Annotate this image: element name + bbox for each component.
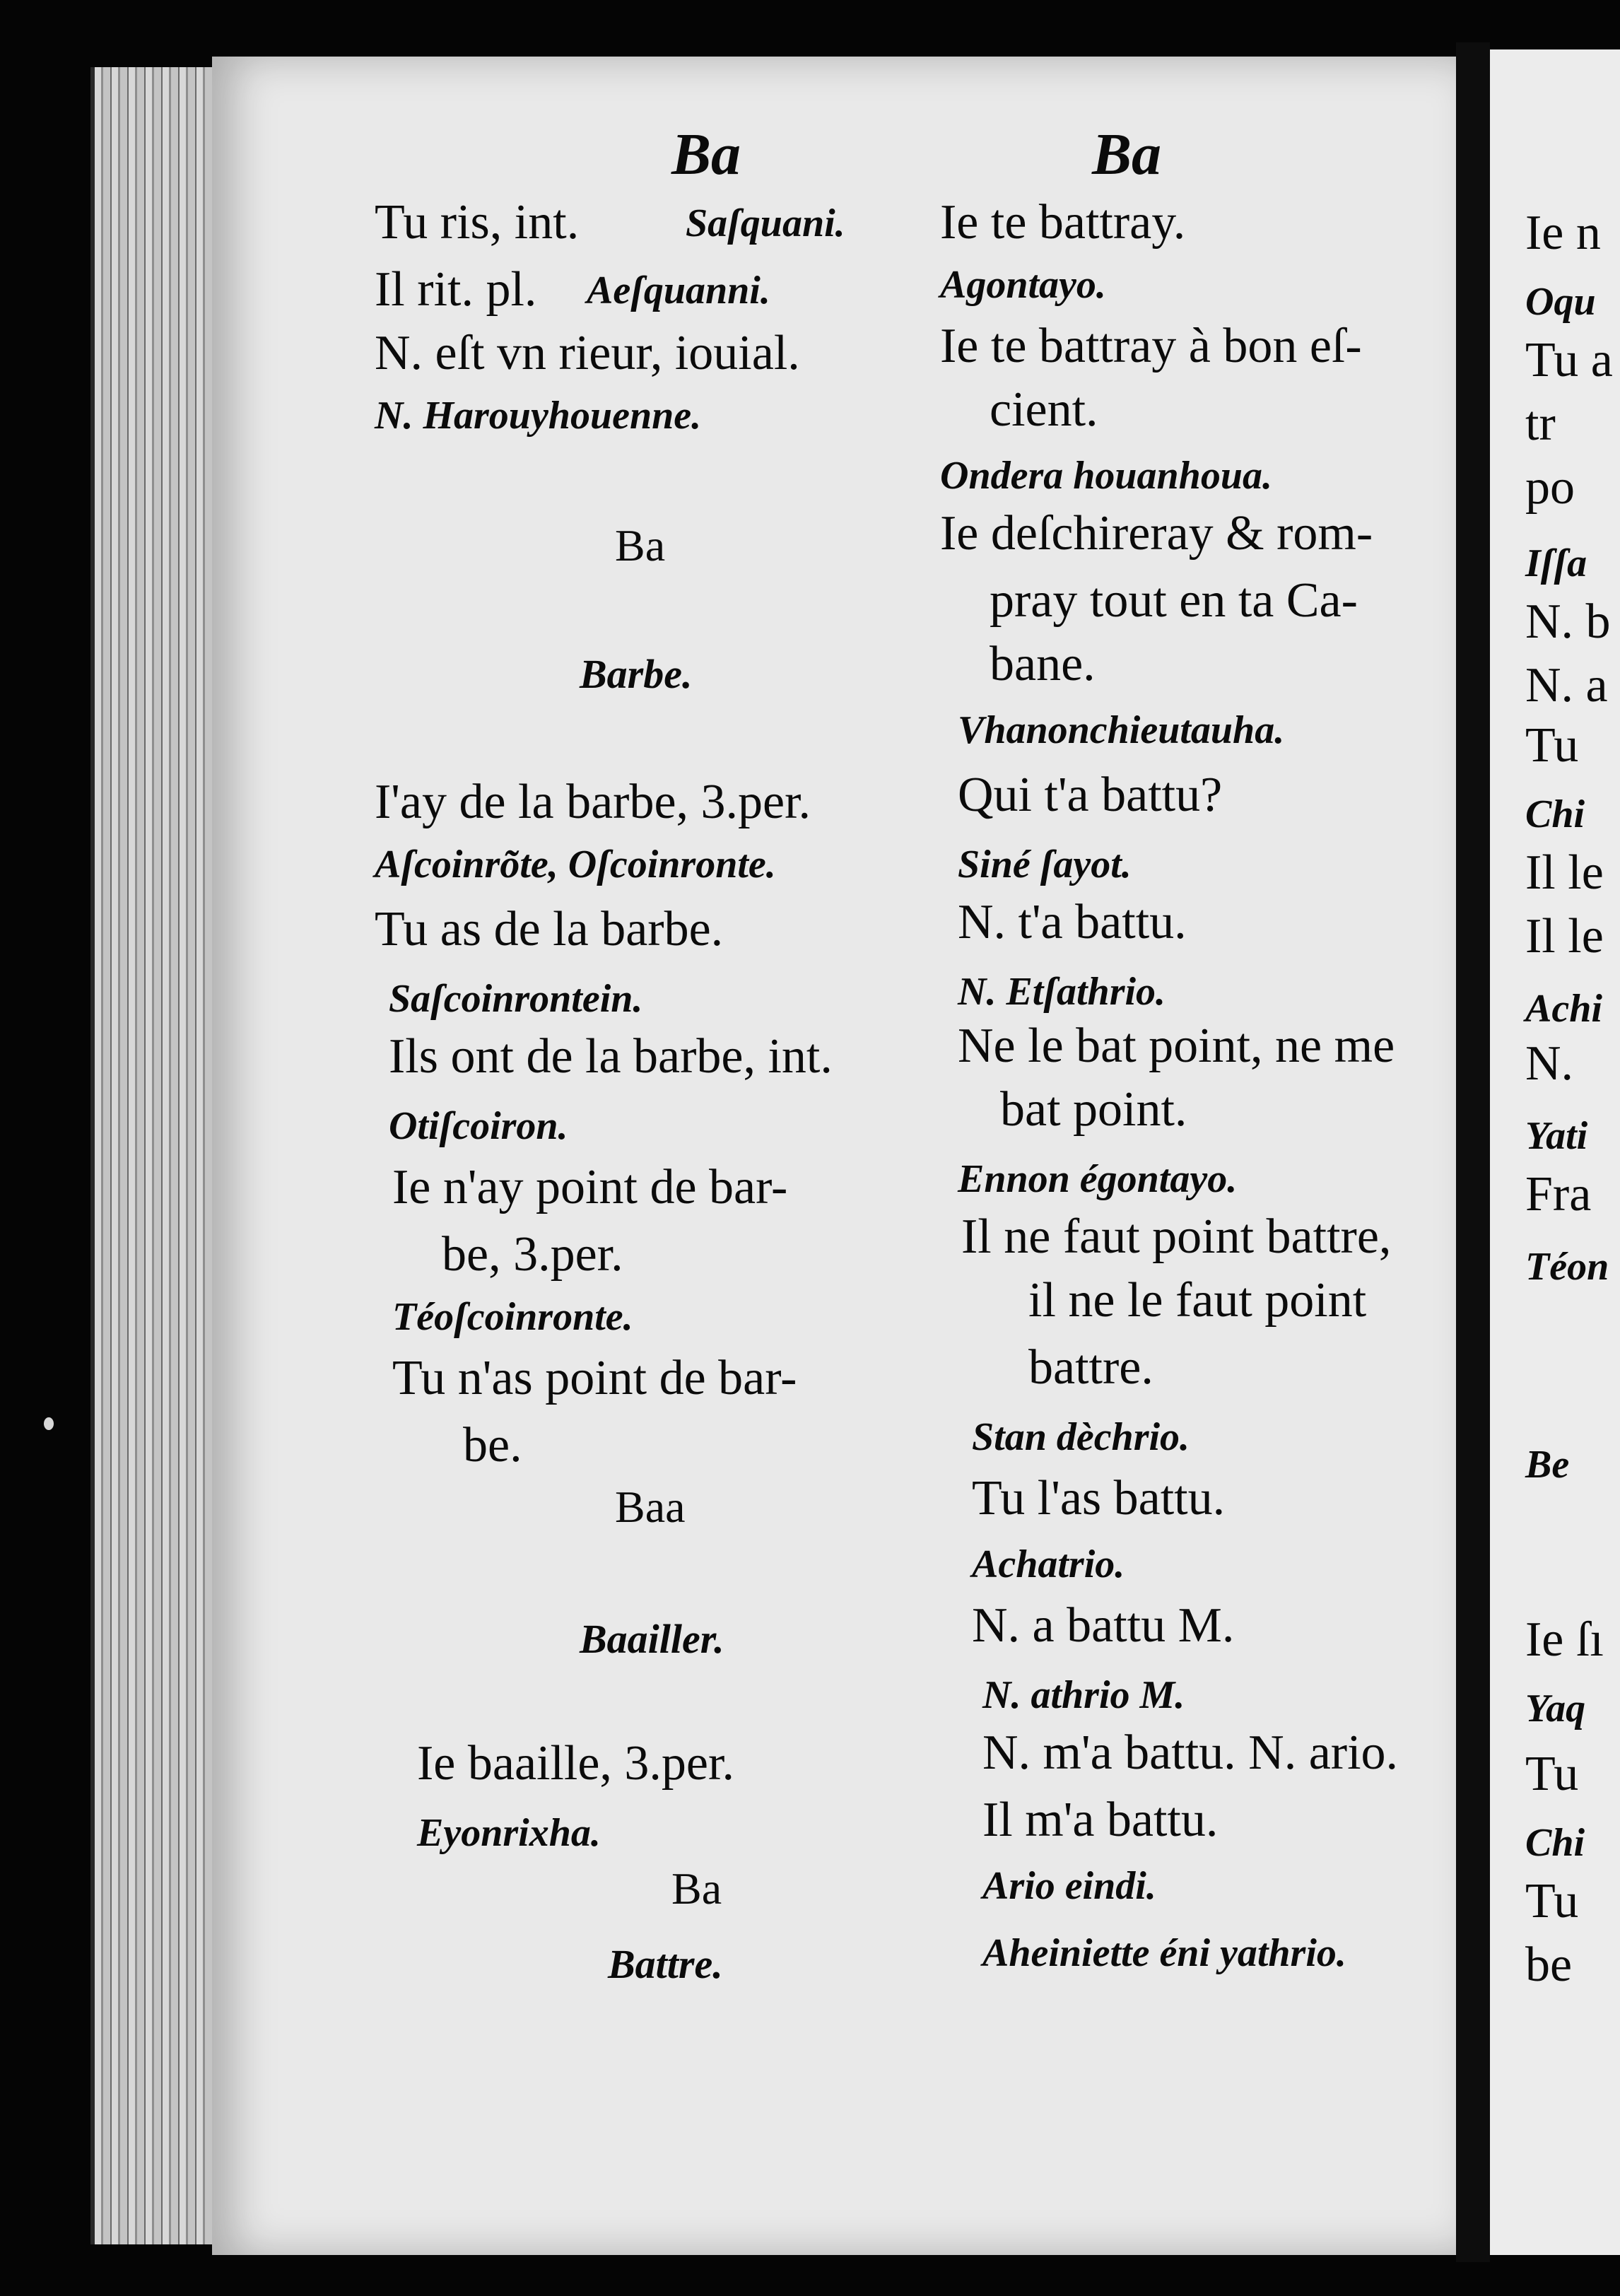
headword: Baailler.	[580, 1616, 724, 1662]
huron-translation: Téoſcoinronte.	[392, 1295, 633, 1339]
french-entry: Tu ris, int.	[375, 195, 580, 250]
huron-translation: Oqu	[1525, 280, 1596, 324]
left-column-header: Ba	[671, 122, 741, 187]
french-entry: Tu a	[1525, 333, 1613, 387]
section-letter: Baa	[615, 1482, 686, 1532]
french-entry: Tu	[1525, 1874, 1579, 1928]
french-entry: Tu	[1525, 1747, 1579, 1801]
french-entry: il ne le faut point	[1028, 1273, 1367, 1328]
huron-translation: Achi	[1525, 987, 1602, 1031]
headword: Battre.	[608, 1941, 723, 1987]
huron-translation: Yaq	[1525, 1687, 1586, 1730]
french-entry: Il le	[1525, 909, 1604, 964]
huron-translation: Chi	[1525, 792, 1585, 836]
huron-translation: Aeſquanni.	[587, 269, 770, 312]
huron-translation: Ennon égontayo.	[958, 1157, 1238, 1201]
french-entry: Tu as de la barbe.	[375, 902, 724, 956]
huron-translation: Ario eindi.	[982, 1864, 1156, 1908]
french-entry: be	[1525, 1938, 1573, 1992]
huron-translation: Siné ſayot.	[958, 843, 1132, 886]
huron-translation: N. Harouyhouenne.	[375, 394, 702, 438]
french-entry: Ie te battray à bon eſ-	[940, 319, 1362, 373]
french-entry: N. a	[1525, 658, 1608, 713]
huron-translation: Iſſa	[1525, 541, 1587, 585]
book-page	[212, 57, 1456, 2255]
french-entry: N. t'a battu.	[958, 895, 1187, 949]
french-entry: Il m'a battu.	[982, 1793, 1219, 1847]
section-letter: Ba	[671, 1863, 722, 1914]
huron-translation: Téon	[1525, 1245, 1609, 1289]
french-entry: Ie te battray.	[940, 195, 1186, 250]
huron-translation: Saſquani.	[686, 201, 845, 245]
huron-translation: Agontayo.	[940, 263, 1106, 307]
french-entry: Qui t'a battu?	[958, 768, 1223, 822]
book-gutter	[1456, 42, 1490, 2262]
french-entry: be.	[463, 1418, 522, 1472]
french-entry: N. b	[1525, 594, 1611, 649]
french-entry: N. eſt vn rieur, iouial.	[375, 326, 800, 380]
huron-translation: Aſcoinrõte, Oſcoinronte.	[375, 843, 776, 886]
french-entry: cient.	[990, 382, 1098, 437]
french-entry: Ie n'ay point de bar-	[392, 1160, 788, 1214]
french-entry: bane.	[990, 637, 1096, 691]
huron-translation: Saſcoinrontein.	[389, 977, 643, 1021]
french-entry: pray tout en ta Ca-	[990, 573, 1358, 628]
french-entry: bat point.	[1000, 1082, 1187, 1137]
french-entry: tr	[1525, 397, 1556, 451]
huron-translation: Vhanonchieutauha.	[958, 708, 1285, 752]
huron-translation: Aheiniette éni yathrio.	[982, 1931, 1346, 1975]
french-entry: Tu n'as point de bar-	[392, 1351, 797, 1405]
french-entry: Fra	[1525, 1167, 1592, 1222]
huron-translation: Stan dèchrio.	[972, 1415, 1190, 1459]
huron-translation: N. athrio M.	[982, 1673, 1185, 1717]
french-entry: battre.	[1028, 1340, 1154, 1395]
french-entry: be, 3.per.	[442, 1227, 623, 1282]
huron-translation: Eyonrixha.	[417, 1811, 601, 1855]
french-entry: Tu l'as battu.	[972, 1471, 1226, 1525]
french-entry: N. m'a battu. N. ario.	[982, 1726, 1399, 1780]
huron-translation: Chi	[1525, 1821, 1585, 1865]
huron-translation: Yati	[1525, 1114, 1588, 1158]
french-entry: N. a battu M.	[972, 1598, 1235, 1653]
french-entry: N.	[1525, 1036, 1574, 1091]
french-entry: Tu	[1525, 718, 1579, 773]
right-column-header: Ba	[1092, 122, 1162, 187]
huron-translation: Be	[1525, 1443, 1570, 1487]
huron-translation: Achatrio.	[972, 1542, 1125, 1586]
french-entry: po	[1525, 460, 1575, 515]
huron-translation: Ondera houanhoua.	[940, 454, 1272, 498]
section-letter: Ba	[615, 520, 666, 570]
french-entry: Ie n	[1525, 206, 1601, 260]
margin-speck	[44, 1417, 54, 1430]
huron-translation: N. Etſathrio.	[958, 970, 1166, 1014]
next-page	[1490, 49, 1620, 2255]
french-entry: Ne le bat point, ne me	[958, 1019, 1395, 1073]
headword: Barbe.	[580, 651, 693, 697]
french-entry: Il le	[1525, 845, 1604, 900]
french-entry: I'ay de la barbe, 3.per.	[375, 775, 811, 829]
french-entry: Il rit. pl.	[375, 262, 537, 317]
french-entry: Il ne faut point battre,	[961, 1210, 1392, 1264]
french-entry: Ie ſı	[1525, 1612, 1604, 1667]
french-entry: Ie baaille, 3.per.	[417, 1736, 734, 1791]
huron-translation: Otiſcoiron.	[389, 1104, 568, 1148]
french-entry: Ie deſchireray & rom-	[940, 506, 1373, 561]
french-entry: Ils ont de la barbe, int.	[389, 1029, 833, 1084]
